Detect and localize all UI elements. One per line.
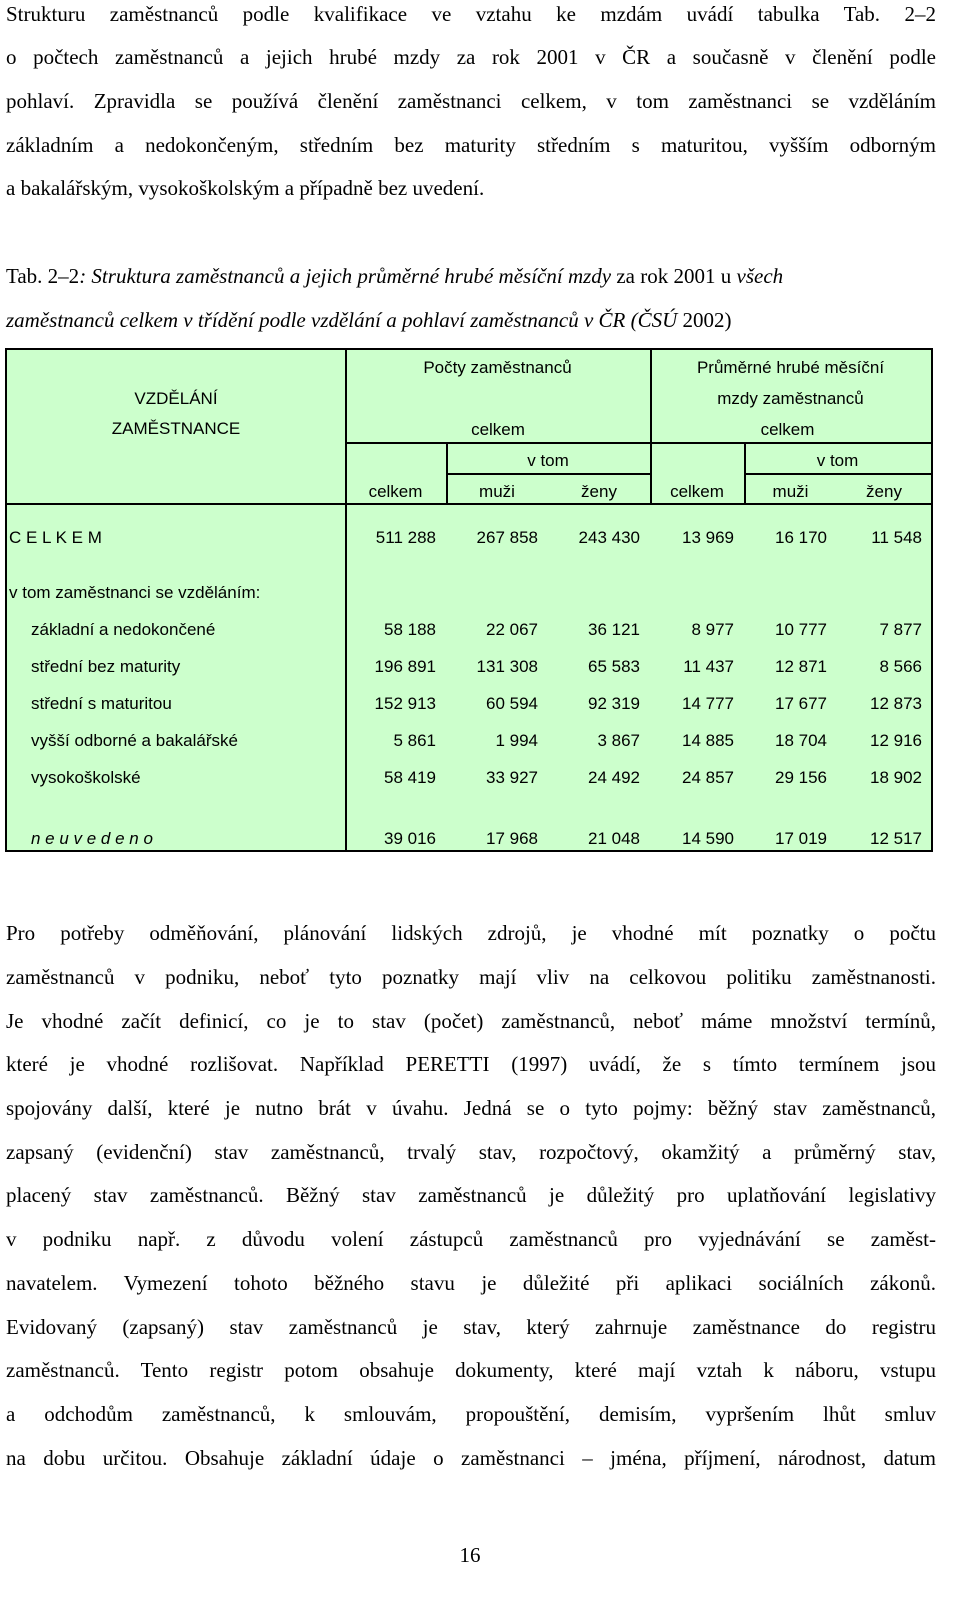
- unknown-value: 39 016: [384, 829, 436, 848]
- caption-prefix: Tab. 2–2: [6, 264, 80, 288]
- intro-line: pohlaví. Zpravidla se používá členění zaměstnanci celkem, v tom zaměstnanci se vzděláním: [6, 89, 936, 113]
- table-caption: [6, 262, 936, 290]
- unknown-value: 12 517: [870, 829, 922, 848]
- row-label: vysokoškolské: [31, 768, 141, 787]
- row-value: 14 777: [682, 694, 734, 713]
- row-value: 5 861: [393, 731, 436, 750]
- row-value: 8 566: [879, 657, 922, 676]
- header-wages-1: Průměrné hrubé měsíční: [696, 358, 885, 377]
- body-line: spojovány další, které je nutno brát v úvahu. Jedná se o tyto pojmy: běžný stav zaměstnanců,: [6, 1096, 936, 1120]
- row-value: 196 891: [374, 657, 436, 676]
- body-line: Evidovaný (zapsaný) stav zaměstnanců je stav, který zahrnuje zaměstnance do registru: [6, 1315, 936, 1339]
- total-value: 16 170: [775, 528, 827, 547]
- table-divider: [345, 503, 347, 852]
- header-wages-celkem: celkem: [760, 420, 815, 439]
- row-value: 29 156: [775, 768, 827, 787]
- row-value: 58 188: [384, 620, 436, 639]
- row-value: 152 913: [374, 694, 436, 713]
- header-muzi: muži: [772, 482, 809, 501]
- body-line: placený stav zaměstnanců. Běžný stav zaměstnanců je důležitý pro uplatňování legislativy: [6, 1183, 936, 1207]
- row-value: 18 704: [775, 731, 827, 750]
- header-wages-2: mzdy zaměstnanců: [717, 389, 864, 408]
- row-value: 11 437: [683, 657, 734, 676]
- unknown-value: 17 019: [775, 829, 827, 848]
- caption-source: 2002): [677, 308, 732, 332]
- total-value: 13 969: [682, 528, 734, 547]
- row-value: 33 927: [486, 768, 538, 787]
- table-divider: [345, 442, 931, 444]
- header-counts-celkem: celkem: [471, 420, 525, 439]
- header-muzi: muži: [479, 482, 515, 501]
- row-label: vyšší odborné a bakalářské: [31, 731, 238, 750]
- row-value: 1 994: [495, 731, 538, 750]
- row-value: 60 594: [486, 694, 538, 713]
- total-label: C E L K E M: [9, 528, 102, 547]
- table-caption-line2: [6, 306, 936, 334]
- header-vtom-counts: v tom: [527, 451, 569, 470]
- intro-line: základním a nedokončeným, středním bez maturity středním s maturitou, vyšším odborným: [6, 133, 936, 157]
- header-celkem: celkem: [368, 482, 423, 501]
- body-line: zapsaný (evidenční) stav zaměstnanců, trvalý stav, rozpočtový, okamžitý a průměrný stav,: [6, 1140, 936, 1164]
- unknown-value: 21 048: [588, 829, 640, 848]
- body-line: na dobu určitou. Obsahuje základní údaje o zaměstnanci – jména, příjmení, národnost, datum: [6, 1446, 936, 1470]
- row-value: 10 777: [775, 620, 827, 639]
- row-value: 22 067: [486, 620, 538, 639]
- header-zeny: ženy: [581, 482, 617, 501]
- caption-normal: za rok 2001 u: [611, 264, 737, 288]
- row-label: střední bez maturity: [31, 657, 181, 676]
- row-value: 36 121: [588, 620, 640, 639]
- intro-line: a bakalářským, vysokoškolským a případně bez uvedení.: [6, 176, 485, 200]
- row-value: 92 319: [588, 694, 640, 713]
- row-value: 18 902: [870, 768, 922, 787]
- unknown-value: 17 968: [486, 829, 538, 848]
- header-zeny: ženy: [866, 482, 902, 501]
- row-value: 65 583: [588, 657, 640, 676]
- total-value: 511 288: [375, 528, 436, 547]
- row-label: střední s maturitou: [31, 694, 172, 713]
- caption-italic: všech: [736, 264, 784, 288]
- row-label: základní a nedokončené: [31, 620, 216, 639]
- header-counts: Počty zaměstnanců: [423, 358, 572, 377]
- unknown-value: 14 590: [682, 829, 734, 848]
- subheading: v tom zaměstnanci se vzděláním:: [9, 583, 261, 602]
- row-value: 14 885: [682, 731, 734, 750]
- caption-italic: zaměstnanců celkem v třídění podle vzdělání a pohlaví zaměstnanců v ČR (ČSÚ: [6, 308, 678, 332]
- row-value: 17 677: [775, 694, 827, 713]
- row-value: 131 308: [476, 657, 538, 676]
- row-value: 58 419: [384, 768, 436, 787]
- intro-line: Strukturu zaměstnanců podle kvalifikace ve vztahu ke mzdám uvádí tabulka Tab. 2–2: [6, 2, 936, 26]
- body-line: Pro potřeby odměňování, plánování lidských zdrojů, je vhodné mít poznatky o počtu: [6, 921, 936, 945]
- table-divider: [744, 473, 931, 475]
- row-value: 8 977: [691, 620, 734, 639]
- row-value: 7 877: [879, 620, 922, 639]
- row-value: 12 871: [775, 657, 827, 676]
- body-line: a odchodům zaměstnanců, k smlouvám, propouštění, demisím, vypršením lhůt smluv: [6, 1402, 936, 1426]
- page-number: 16: [459, 1543, 481, 1567]
- header-education: VZDĚLÁNÍ: [134, 389, 218, 408]
- total-value: 243 430: [578, 528, 640, 547]
- row-value: 3 867: [597, 731, 640, 750]
- body-line: Je vhodné začít definicí, co je to stav (počet) zaměstnanců, neboť máme množství termínů,: [6, 1009, 936, 1033]
- header-employee: ZAMĚSTNANCE: [111, 419, 241, 438]
- header-celkem: celkem: [670, 482, 724, 501]
- body-line: které je vhodné rozlišovat. Například PERETTI (1997) uvádí, že s tímto termínem jsou: [6, 1052, 936, 1076]
- intro-line: o počtech zaměstnanců a jejich hrubé mzdy za rok 2001 v ČR a současně v členění podle: [6, 45, 936, 69]
- total-value: 267 858: [476, 528, 538, 547]
- total-value: 11 548: [871, 528, 922, 547]
- caption-italic: : Struktura zaměstnanců a jejich průměrné hrubé měsíční mzdy: [79, 264, 612, 288]
- table-divider: [446, 473, 650, 475]
- salary-table: [5, 348, 933, 852]
- row-value: 12 916: [870, 731, 922, 750]
- body-line: zaměstnanců. Tento registr potom obsahuje dokumenty, které mají vztah k náboru, vstupu: [6, 1358, 936, 1382]
- table-divider: [7, 503, 931, 505]
- body-line: navatelem. Vymezení tohoto běžného stavu je důležité při aplikaci sociálních zákonů.: [6, 1271, 936, 1295]
- unknown-label: n e u v e d e n o: [31, 829, 153, 848]
- row-value: 24 492: [588, 768, 640, 787]
- row-value: 12 873: [870, 694, 922, 713]
- header-vtom-wages: v tom: [816, 451, 859, 470]
- row-value: 24 857: [682, 768, 734, 787]
- body-line: zaměstnanců v podniku, neboť tyto poznatky mají vliv na celkovou politiku zaměstnanosti.: [6, 965, 936, 989]
- body-line: v podniku např. z důvodu volení zástupců zaměstnanců pro vyjednávání se zaměst-: [6, 1227, 936, 1251]
